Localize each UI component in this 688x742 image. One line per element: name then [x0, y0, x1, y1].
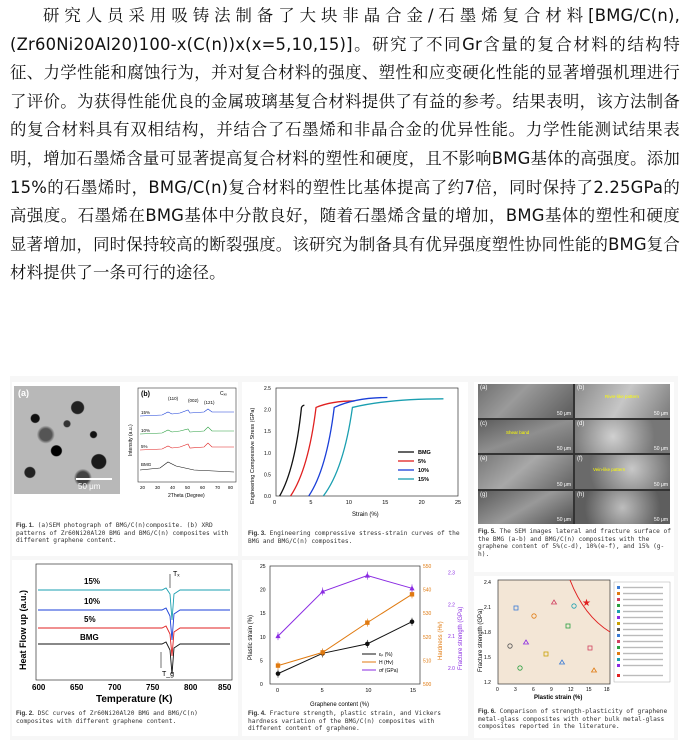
fig3-stress-strain-chart — [242, 382, 468, 528]
fig4-ytick-left: 5 — [260, 658, 263, 665]
fig6-caption — [478, 708, 672, 731]
fig5-panel — [474, 382, 674, 572]
fig6-xtick: 18 — [604, 687, 610, 693]
fig2-xtick: 800 — [184, 683, 198, 692]
fig5-label-f: (f) — [577, 456, 583, 462]
fig4-ytick-left: 25 — [260, 564, 266, 570]
fig1b-peak-002: (002) — [188, 398, 199, 403]
fig5-sem-h — [575, 491, 670, 525]
fig2-xtick: 650 — [70, 683, 84, 692]
fig6-xtick: 15 — [586, 687, 592, 693]
fig4-ylabel-mid: Hardness (Hv) — [438, 621, 444, 660]
fig2-dsc-chart — [12, 560, 238, 706]
fig6-ytick: 1.2 — [484, 680, 491, 686]
fig5-scale: 50 μm — [654, 481, 668, 488]
fig4-ytick-mid: 510 — [423, 658, 432, 665]
fig3-xtick: 0 — [273, 500, 277, 506]
fig4-ytick-right: 2.3 — [448, 570, 455, 577]
fig1-panel — [12, 382, 238, 556]
fig2-panel — [12, 560, 238, 736]
fig4-legend-label: H (Hv) — [379, 660, 394, 666]
fig4-point — [365, 642, 370, 647]
fig3-legend-label: 10% — [418, 468, 430, 474]
fig3-panel — [242, 382, 468, 556]
fig4-legend-label: εₚ (%) — [379, 652, 393, 658]
fig4-panel — [242, 560, 468, 736]
fig5-label-a: (a) — [480, 385, 488, 391]
fig2-xtick: 750 — [146, 683, 160, 692]
fig5-sem-c — [478, 420, 573, 454]
fig6-xtick: 6 — [532, 687, 535, 693]
fig2-trace-label-bmg: BMG — [80, 633, 99, 642]
fig2-caption-text: DSC curves of Zr60Ni20Al20 BMG and BMG/C(n) composites with different graphene content. — [16, 710, 198, 725]
fig6-ytick: 1.5 — [484, 655, 491, 661]
fig2-xtick: 850 — [218, 683, 232, 692]
fig4-point — [276, 671, 281, 676]
fig1b-peak-110: (110) — [168, 396, 179, 401]
scale-bar — [76, 478, 112, 480]
fig1a-label: (a) — [18, 388, 29, 398]
fig6-ytick: 1.8 — [484, 630, 491, 636]
fig4-xtick: 10 — [365, 688, 372, 694]
fig6-ytick: 2.4 — [484, 580, 491, 586]
fig5-caption — [478, 528, 672, 558]
fig1-caption-text: (a)SEM photograph of BMG/C(n)composite. (b) XRD patterns of Zr60Ni20Al20 BMG and BMG/C(n) composites with different graphene content. — [16, 522, 229, 545]
scale-label: 50 μm — [78, 482, 101, 491]
fig4-ytick-left: 0 — [260, 682, 263, 688]
fig2-xtick: 600 — [32, 683, 46, 692]
fig3-ytick: 0.0 — [264, 494, 271, 500]
fig4-xtick: 5 — [320, 688, 324, 694]
fig4-point — [320, 650, 324, 654]
fig2-trace-label-5: 5% — [84, 615, 96, 624]
fig4-ytick-left: 10 — [260, 634, 266, 641]
fig1b-trace-label-bmg: BMG — [141, 462, 152, 467]
fig5-scale: 50 μm — [654, 517, 668, 523]
fig3-caption — [248, 530, 462, 545]
fig3-ytick: 2.0 — [264, 407, 271, 414]
fig5-scale: 50 μm — [654, 446, 668, 452]
fig4-xtick: 15 — [410, 688, 417, 694]
fig3-caption-num: Fig. 3. — [248, 530, 266, 537]
fig5-scale: 50 μm — [557, 410, 571, 417]
fig5-note: Shear band — [506, 429, 530, 435]
fig4-caption — [248, 710, 464, 733]
fig5-label-c: (c) — [480, 420, 487, 427]
fig6-xtick: 12 — [568, 687, 574, 693]
fig1-caption-num: Fig. 1. — [16, 522, 34, 529]
fig5-scale: 50 μm — [557, 446, 571, 452]
fig2-tg-label: T_g — [162, 671, 175, 678]
fig4-ytick-right: 2.1 — [448, 634, 455, 641]
fig5-caption-text: The SEM images lateral and fracture surface of the BMG (a-b) and BMG/C(n) composites with the graphene content of 5%(c-d), 10%(e-f), and 15% (g-h). — [478, 528, 671, 558]
fig2-trace-label-15: 15% — [84, 577, 101, 586]
fig4-caption-num: Fig. 4. — [248, 710, 266, 717]
fig3-xtick: 25 — [455, 500, 462, 506]
fig4-ytick-mid: 530 — [423, 611, 432, 618]
fig2-tx-label: Tₓ — [173, 571, 180, 578]
fig2-trace-label-10: 10% — [84, 597, 101, 606]
fig1-caption — [16, 522, 234, 545]
fig4-ylabel-right: Fracture strength (GPa) — [458, 606, 464, 670]
fig1b-xtick: 40 — [170, 485, 176, 490]
fig3-ytick: 0.5 — [264, 472, 271, 479]
fig5-label-g: (g) — [480, 491, 488, 498]
fig2-xtick: 700 — [108, 683, 122, 692]
fig6-ylabel: Fracture strength (GPa) — [478, 608, 484, 672]
fig5-note: River-like pattern — [605, 394, 640, 399]
fig4-point — [410, 592, 414, 596]
fig3-xtick: 10 — [345, 500, 352, 506]
fig5-sem-d — [575, 420, 670, 454]
fig4-xtick: 0 — [276, 688, 280, 694]
fig3-ytick: 1.0 — [264, 450, 271, 457]
fig6-xlabel: Plastic strain (%) — [534, 695, 583, 701]
fig6-caption-text: Comparison of strength-plasticity of graphene metal-glass composites with other bulk metal-glass composites reported in the literature. — [478, 708, 668, 731]
fig5-note: Vein-like pattern — [593, 467, 626, 472]
fig1b-xtick: 70 — [215, 485, 221, 490]
fig4-ytick-left: 20 — [260, 587, 266, 594]
fig6-xtick: 3 — [514, 687, 517, 693]
fig3-caption-text: Engineering compressive stress-strain curves of the BMG and BMG/C(n) composites. — [248, 530, 460, 545]
fig5-caption-num: Fig. 5. — [478, 528, 496, 535]
fig6-xtick: 0 — [496, 687, 499, 693]
fig1b-trace-label-10: 10% — [141, 428, 151, 433]
fig4-ytick-mid: 540 — [423, 587, 432, 594]
fig4-legend-label: σf (GPa) — [379, 668, 399, 674]
fig1b-xlabel: 2Theta (Degree) — [168, 493, 205, 499]
fig1b-trace-label-5: 5% — [141, 444, 148, 449]
fig3-ytick: 2.5 — [264, 386, 271, 392]
fig2-caption-num: Fig. 2. — [16, 710, 34, 717]
fig5-label-e: (e) — [480, 456, 488, 462]
fig3-ylabel: Engineering Compressive Stress (GPa) — [250, 407, 256, 504]
fig5-sem-b — [575, 384, 670, 418]
fig3-legend-label: 5% — [418, 459, 426, 465]
fig1b-ylabel: Intensity (a.u.) — [128, 424, 134, 456]
fig1a-sem-image — [14, 386, 120, 494]
fig4-ytick-right: 2.2 — [448, 602, 455, 609]
fig5-sem-e — [478, 455, 573, 489]
fig3-xtick: 5 — [309, 500, 313, 506]
fig5-sem-f — [575, 455, 670, 489]
fig1b-trace-label-15: 15% — [141, 410, 151, 415]
fig3-ytick: 1.5 — [264, 429, 271, 436]
fig4-ytick-mid: 550 — [423, 564, 432, 570]
fig6-caption-num: Fig. 6. — [478, 708, 496, 715]
fig4-ytick-left: 15 — [260, 611, 266, 618]
fig3-xtick: 20 — [418, 500, 425, 506]
fig4-point — [365, 620, 369, 624]
fig4-ytick-right: 2.0 — [448, 666, 455, 673]
fig3-xtick: 15 — [382, 500, 389, 506]
fig6-comparison-chart — [474, 576, 674, 702]
fig1b-xtick: 20 — [140, 485, 146, 490]
fig3-xlabel: Strain (%) — [352, 512, 379, 518]
fig6-panel — [474, 576, 674, 738]
fig4-properties-chart — [242, 560, 468, 710]
abstract-paragraph: 研究人员采用吸铸法制备了大块非晶合金/石墨烯复合材料[BMG/C(n),(Zr60Ni20Al20)100-x(C(n))x(x=5,10,15)]。研究了不同Gr含量的复合材料的结构特征、力学性能和腐蚀行为，并对复合材料的强度、塑性和应变硬化性能的显著增强机理进行了评价。为获得性能优良的金属玻璃基复合材料提供了有益的参考。结果表明，该方法制备的复合材料具有双相结构，并结合了石墨烯和非晶合金的优异性能。力学性能测试结果表明，增加石墨烯含量可显著提高复合材料的塑性和硬度，且不影响BMG基体的高强度。添加15%的石墨烯时，BMG/C(n)复合材料的塑性比基体提高了约7倍，同时保持了2.25GPa的高强度。石墨烯在BMG基体中分散良好，随着石墨烯含量的增加，BMG基体的塑性和硬度显著增加，同时保持较高的断裂强度。该研究为制备具有优异强度塑性协同性能的BMG复合材料提供了一条可行的途径。 — [10, 6, 680, 283]
fig5-sem-g — [478, 491, 573, 525]
fig5-scale: 50 μm — [557, 517, 571, 523]
fig3-legend-label: 15% — [418, 477, 430, 483]
fig4-ytick-mid: 500 — [423, 682, 432, 688]
fig1b-label: (b) — [141, 391, 150, 398]
fig1b-xtick: 80 — [228, 485, 234, 490]
fig6-star-icon: ★ — [582, 598, 591, 609]
fig5-label-h: (h) — [577, 491, 585, 498]
fig1b-legend: Cₓₓ — [220, 391, 227, 397]
fig4-point — [410, 619, 415, 624]
fig1b-xtick: 60 — [200, 485, 206, 490]
fig4-caption-text: Fracture strength, plastic strain, and Vickers hardness variation of the BMG/C(n) composites with different content of graphene. — [248, 710, 441, 733]
fig5-label-d: (d) — [577, 420, 585, 427]
fig4-point — [276, 663, 280, 667]
fig4-xlabel: Graphene content (%) — [310, 702, 370, 708]
fig2-ylabel: Heat Flow up (a.u.) — [18, 590, 28, 670]
fig4-ylabel-left: Plastic strain (%) — [248, 614, 254, 660]
fig5-label-b: (b) — [577, 385, 585, 391]
fig2-caption — [16, 710, 234, 725]
fig1b-xtick: 50 — [185, 485, 191, 490]
figure-collage — [10, 376, 678, 740]
fig1b-xrd-chart — [124, 386, 238, 502]
fig6-legend-box — [614, 582, 670, 682]
fig4-ytick-mid: 520 — [423, 634, 432, 641]
fig6-ytick: 2.1 — [484, 605, 491, 611]
fig2-xlabel: Temperature (K) — [96, 694, 173, 705]
fig1b-peak-121: (121) — [204, 400, 215, 405]
fig1b-xtick: 30 — [155, 485, 161, 490]
fig5-sem-grid — [478, 384, 670, 524]
fig6-xtick: 9 — [550, 687, 553, 693]
fig5-scale: 50 μm — [654, 410, 668, 417]
fig5-scale: 50 μm — [557, 481, 571, 488]
fig5-sem-a — [478, 384, 573, 418]
fig3-legend-label: BMG — [418, 450, 431, 456]
